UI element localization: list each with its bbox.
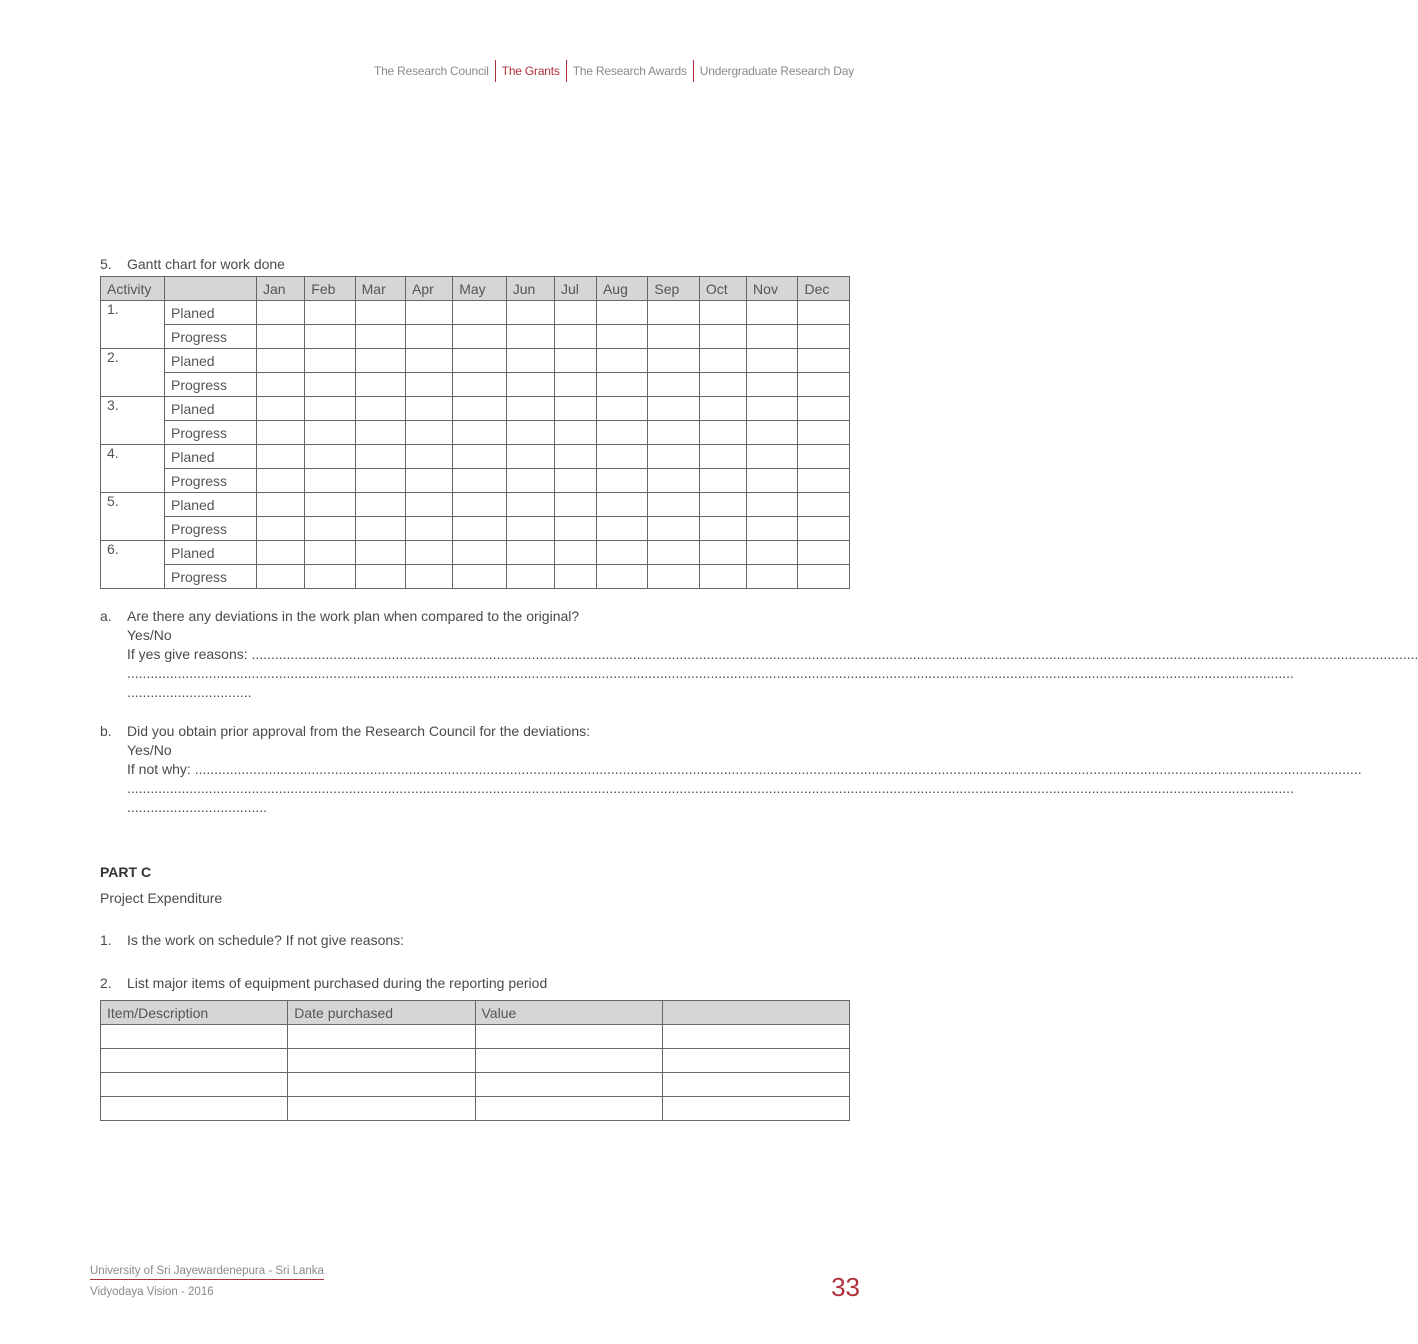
gantt-cell[interactable]	[406, 469, 453, 493]
gantt-cell[interactable]	[506, 565, 554, 589]
gantt-cell[interactable]	[555, 565, 597, 589]
gantt-cell[interactable]	[453, 397, 507, 421]
gantt-cell[interactable]	[305, 493, 355, 517]
gantt-header-row	[101, 277, 850, 301]
gantt-cell[interactable]	[555, 373, 597, 397]
equipment-col-header: Date purchased	[288, 1001, 475, 1025]
gantt-col-header: Sep	[648, 277, 699, 301]
gantt-cell[interactable]	[596, 493, 647, 517]
gantt-cell[interactable]	[406, 517, 453, 541]
gantt-cell[interactable]	[798, 469, 850, 493]
footer-publication: Vidyodaya Vision - 2016	[90, 1286, 214, 1298]
gantt-col-header: Feb	[305, 277, 355, 301]
gantt-cell[interactable]	[406, 373, 453, 397]
question-a-yes-no: Yes/No	[127, 627, 172, 643]
gantt-col-header: Aug	[596, 277, 647, 301]
gantt-cell[interactable]	[596, 517, 647, 541]
dot-leader: ............................................................................................................................................................................................................................................................................................................	[194, 761, 1362, 777]
nav-item-2[interactable]: The Research Awards	[572, 64, 687, 78]
gantt-cell[interactable]	[648, 541, 699, 565]
question-a-reason-line-2[interactable]	[100, 664, 1294, 683]
gantt-activity-number: 5.	[101, 493, 165, 541]
gantt-cell[interactable]	[453, 325, 507, 349]
gantt-cell[interactable]	[355, 349, 405, 373]
gantt-cell[interactable]	[453, 469, 507, 493]
equipment-cell[interactable]	[101, 1073, 288, 1097]
gantt-cell[interactable]	[305, 325, 355, 349]
gantt-cell[interactable]	[648, 565, 699, 589]
gantt-cell[interactable]	[305, 301, 355, 325]
gantt-cell[interactable]	[406, 301, 453, 325]
nav-item-0[interactable]: The Research Council	[373, 64, 489, 78]
part-c-q1-text: Is the work on schedule? If not give reasons:	[127, 932, 405, 948]
gantt-cell[interactable]	[406, 565, 453, 589]
gantt-cell[interactable]	[555, 469, 597, 493]
gantt-cell[interactable]	[406, 421, 453, 445]
question-a-text: Are there any deviations in the work plan when compared to the original?	[127, 608, 580, 624]
gantt-cell[interactable]	[699, 397, 746, 421]
gantt-cell[interactable]	[257, 541, 305, 565]
gantt-cell[interactable]	[699, 493, 746, 517]
gantt-cell[interactable]	[506, 397, 554, 421]
gantt-cell[interactable]	[355, 469, 405, 493]
gantt-cell[interactable]	[798, 421, 850, 445]
gantt-cell[interactable]	[747, 373, 798, 397]
gantt-cell[interactable]	[257, 349, 305, 373]
gantt-row-progress	[101, 469, 850, 493]
gantt-cell[interactable]	[747, 565, 798, 589]
equipment-cell[interactable]	[288, 1073, 475, 1097]
gantt-progress-label: Progress	[165, 325, 257, 349]
gantt-cell[interactable]	[555, 349, 597, 373]
gantt-cell[interactable]	[648, 349, 699, 373]
equipment-table	[100, 1000, 850, 1121]
gantt-cell[interactable]	[406, 445, 453, 469]
part-c-subtitle: Project Expenditure	[100, 890, 223, 906]
equipment-cell[interactable]	[101, 1097, 288, 1121]
gantt-row-planned	[101, 493, 850, 517]
question-a-letter: a.	[100, 608, 112, 624]
gantt-cell[interactable]	[305, 469, 355, 493]
gantt-row-progress	[101, 517, 850, 541]
dot-leader: ............................................................................................................................................................................................................................................................................................................	[127, 780, 1294, 796]
gantt-cell[interactable]	[555, 541, 597, 565]
gantt-cell[interactable]	[747, 541, 798, 565]
gantt-cell[interactable]	[305, 421, 355, 445]
gantt-row-planned	[101, 349, 850, 373]
gantt-cell[interactable]	[596, 325, 647, 349]
gantt-cell[interactable]	[747, 517, 798, 541]
gantt-cell[interactable]	[555, 325, 597, 349]
dot-leader: ............................................................................................................................................................................................................................................................................................................	[127, 665, 1294, 681]
gantt-cell[interactable]	[747, 493, 798, 517]
gantt-progress-label: Progress	[165, 565, 257, 589]
gantt-cell[interactable]	[506, 301, 554, 325]
gantt-cell[interactable]	[699, 469, 746, 493]
gantt-cell[interactable]	[506, 373, 554, 397]
gantt-cell[interactable]	[406, 397, 453, 421]
equipment-row	[101, 1097, 850, 1121]
gantt-cell[interactable]	[506, 469, 554, 493]
gantt-col-header: Dec	[798, 277, 850, 301]
part-c-question-1	[100, 932, 404, 948]
gantt-cell[interactable]	[747, 301, 798, 325]
gantt-cell[interactable]	[699, 349, 746, 373]
question-b-reason-line-2[interactable]	[100, 779, 1294, 798]
gantt-cell[interactable]	[406, 493, 453, 517]
equipment-cell[interactable]	[475, 1073, 662, 1097]
gantt-activity-number: 3.	[101, 397, 165, 445]
gantt-planned-label: Planed	[165, 493, 257, 517]
gantt-cell[interactable]	[798, 301, 850, 325]
gantt-cell[interactable]	[648, 373, 699, 397]
gantt-cell[interactable]	[648, 445, 699, 469]
question-a	[100, 607, 1418, 702]
gantt-cell[interactable]	[798, 349, 850, 373]
gantt-cell[interactable]	[355, 565, 405, 589]
part-c-title: PART C	[100, 864, 152, 880]
gantt-planned-label: Planed	[165, 397, 257, 421]
gantt-cell[interactable]	[506, 325, 554, 349]
gantt-cell[interactable]	[798, 493, 850, 517]
gantt-row-planned	[101, 301, 850, 325]
gantt-body	[101, 301, 850, 589]
gantt-cell[interactable]	[305, 565, 355, 589]
gantt-cell[interactable]	[648, 421, 699, 445]
gantt-cell[interactable]	[355, 421, 405, 445]
gantt-row-planned	[101, 397, 850, 421]
equipment-header-row	[101, 1001, 850, 1025]
question-b-reason-line[interactable]	[100, 760, 1362, 779]
gantt-cell[interactable]	[555, 397, 597, 421]
gantt-cell[interactable]	[257, 325, 305, 349]
gantt-cell[interactable]	[355, 541, 405, 565]
gantt-cell[interactable]	[257, 565, 305, 589]
gantt-cell[interactable]	[453, 301, 507, 325]
gantt-row-progress	[101, 421, 850, 445]
equipment-cell[interactable]	[288, 1049, 475, 1073]
gantt-cell[interactable]	[596, 541, 647, 565]
gantt-cell[interactable]	[453, 541, 507, 565]
gantt-cell[interactable]	[596, 349, 647, 373]
equipment-col-header	[662, 1001, 849, 1025]
equipment-cell[interactable]	[662, 1073, 849, 1097]
gantt-cell[interactable]	[747, 445, 798, 469]
gantt-cell[interactable]	[798, 541, 850, 565]
gantt-cell[interactable]	[406, 349, 453, 373]
gantt-cell[interactable]	[506, 493, 554, 517]
equipment-cell[interactable]	[662, 1097, 849, 1121]
gantt-progress-label: Progress	[165, 421, 257, 445]
gantt-col-header: Jun	[506, 277, 554, 301]
equipment-row	[101, 1049, 850, 1073]
gantt-cell[interactable]	[555, 421, 597, 445]
gantt-cell[interactable]	[257, 301, 305, 325]
gantt-row-progress	[101, 565, 850, 589]
gantt-cell[interactable]	[747, 349, 798, 373]
question-a-reason-line-3[interactable]: ................................	[127, 684, 252, 700]
gantt-cell[interactable]	[798, 517, 850, 541]
part-c-q1-number: 1.	[100, 932, 112, 948]
dot-leader: ............................................................................................................................................................................................................................................................................................................	[251, 646, 1418, 662]
equipment-cell[interactable]	[475, 1097, 662, 1121]
gantt-planned-label: Planed	[165, 301, 257, 325]
gantt-cell[interactable]	[453, 493, 507, 517]
gantt-col-header	[165, 277, 257, 301]
gantt-title-text: Gantt chart for work done	[127, 256, 285, 272]
equipment-cell[interactable]	[288, 1025, 475, 1049]
gantt-cell[interactable]	[747, 325, 798, 349]
gantt-cell[interactable]	[506, 541, 554, 565]
question-a-reason-line[interactable]	[100, 645, 1418, 664]
gantt-cell[interactable]	[648, 397, 699, 421]
gantt-cell[interactable]	[355, 325, 405, 349]
gantt-activity-number: 4.	[101, 445, 165, 493]
gantt-cell[interactable]	[257, 373, 305, 397]
gantt-col-header: Jul	[555, 277, 597, 301]
gantt-cell[interactable]	[596, 445, 647, 469]
gantt-cell[interactable]	[506, 445, 554, 469]
gantt-cell[interactable]	[305, 349, 355, 373]
nav-item-3[interactable]: Undergraduate Research Day	[699, 64, 854, 78]
gantt-cell[interactable]	[596, 469, 647, 493]
question-b-reason-label: If not why:	[127, 761, 191, 777]
gantt-cell[interactable]	[305, 541, 355, 565]
gantt-cell[interactable]	[798, 565, 850, 589]
part-c-q2-text: List major items of equipment purchased during the reporting period	[127, 975, 548, 991]
gantt-cell[interactable]	[596, 565, 647, 589]
equipment-cell[interactable]	[288, 1097, 475, 1121]
gantt-cell[interactable]	[305, 517, 355, 541]
gantt-cell[interactable]	[798, 325, 850, 349]
equipment-row	[101, 1025, 850, 1049]
gantt-activity-number: 1.	[101, 301, 165, 349]
gantt-cell[interactable]	[406, 325, 453, 349]
gantt-cell[interactable]	[355, 517, 405, 541]
gantt-cell[interactable]	[699, 421, 746, 445]
gantt-col-header: Nov	[747, 277, 798, 301]
gantt-cell[interactable]	[798, 373, 850, 397]
gantt-cell[interactable]	[453, 349, 507, 373]
gantt-cell[interactable]	[555, 301, 597, 325]
gantt-progress-label: Progress	[165, 469, 257, 493]
equipment-cell[interactable]	[101, 1025, 288, 1049]
gantt-row-planned	[101, 541, 850, 565]
gantt-cell[interactable]	[355, 373, 405, 397]
gantt-row-planned	[101, 445, 850, 469]
gantt-cell[interactable]	[699, 325, 746, 349]
part-c-question-2	[100, 975, 547, 991]
gantt-activity-number: 6.	[101, 541, 165, 589]
part-c-q2-number: 2.	[100, 975, 112, 991]
gantt-cell[interactable]	[453, 445, 507, 469]
gantt-cell[interactable]	[699, 373, 746, 397]
question-b-reason-line-3[interactable]: ....................................	[127, 799, 268, 815]
equipment-row	[101, 1073, 850, 1097]
gantt-cell[interactable]	[506, 517, 554, 541]
gantt-cell[interactable]	[747, 397, 798, 421]
gantt-table	[100, 276, 850, 589]
gantt-progress-label: Progress	[165, 517, 257, 541]
equipment-body	[101, 1025, 850, 1121]
gantt-cell[interactable]	[648, 301, 699, 325]
equipment-cell[interactable]	[101, 1049, 288, 1073]
gantt-cell[interactable]	[257, 469, 305, 493]
gantt-planned-label: Planed	[165, 541, 257, 565]
gantt-cell[interactable]	[257, 397, 305, 421]
gantt-cell[interactable]	[257, 421, 305, 445]
question-b-text: Did you obtain prior approval from the Research Council for the deviations:	[127, 723, 591, 739]
gantt-cell[interactable]	[257, 493, 305, 517]
gantt-cell[interactable]	[406, 541, 453, 565]
gantt-cell[interactable]	[596, 421, 647, 445]
gantt-cell[interactable]	[699, 541, 746, 565]
gantt-progress-label: Progress	[165, 373, 257, 397]
gantt-cell[interactable]	[257, 517, 305, 541]
header-nav	[368, 60, 860, 82]
gantt-row-progress	[101, 325, 850, 349]
gantt-cell[interactable]	[699, 517, 746, 541]
gantt-cell[interactable]	[355, 301, 405, 325]
gantt-cell[interactable]	[648, 469, 699, 493]
gantt-cell[interactable]	[453, 373, 507, 397]
gantt-cell[interactable]	[305, 445, 355, 469]
gantt-col-header: Activity	[101, 277, 165, 301]
gantt-cell[interactable]	[596, 301, 647, 325]
page-number: 33	[831, 1272, 860, 1302]
gantt-cell[interactable]	[648, 493, 699, 517]
gantt-cell[interactable]	[555, 493, 597, 517]
gantt-cell[interactable]	[453, 565, 507, 589]
gantt-cell[interactable]	[747, 421, 798, 445]
gantt-cell[interactable]	[355, 397, 405, 421]
equipment-col-header: Item/Description	[101, 1001, 288, 1025]
gantt-cell[interactable]	[555, 517, 597, 541]
nav-item-1[interactable]: The Grants	[501, 64, 560, 78]
gantt-cell[interactable]	[747, 469, 798, 493]
gantt-cell[interactable]	[305, 373, 355, 397]
gantt-cell[interactable]	[506, 421, 554, 445]
gantt-cell[interactable]	[555, 445, 597, 469]
gantt-cell[interactable]	[305, 397, 355, 421]
gantt-activity-number: 2.	[101, 349, 165, 397]
gantt-number: 5.	[100, 256, 112, 272]
gantt-cell[interactable]	[355, 493, 405, 517]
gantt-cell[interactable]	[453, 421, 507, 445]
equipment-col-header: Value	[475, 1001, 662, 1025]
gantt-title	[100, 256, 285, 272]
gantt-col-header: May	[453, 277, 507, 301]
question-b	[100, 722, 1362, 817]
gantt-cell[interactable]	[596, 373, 647, 397]
gantt-cell[interactable]	[453, 517, 507, 541]
gantt-planned-label: Planed	[165, 349, 257, 373]
equipment-cell[interactable]	[662, 1025, 849, 1049]
gantt-cell[interactable]	[257, 445, 305, 469]
gantt-col-header: Oct	[699, 277, 746, 301]
gantt-cell[interactable]	[699, 565, 746, 589]
gantt-cell[interactable]	[648, 325, 699, 349]
equipment-cell[interactable]	[475, 1049, 662, 1073]
gantt-cell[interactable]	[699, 445, 746, 469]
gantt-cell[interactable]	[596, 397, 647, 421]
equipment-cell[interactable]	[662, 1049, 849, 1073]
gantt-cell[interactable]	[648, 517, 699, 541]
question-b-letter: b.	[100, 723, 112, 739]
gantt-cell[interactable]	[798, 445, 850, 469]
gantt-cell[interactable]	[798, 397, 850, 421]
gantt-col-header: Apr	[406, 277, 453, 301]
question-a-reason-label: If yes give reasons:	[127, 646, 248, 662]
gantt-cell[interactable]	[699, 301, 746, 325]
gantt-cell[interactable]	[506, 349, 554, 373]
gantt-col-header: Jan	[257, 277, 305, 301]
gantt-col-header: Mar	[355, 277, 405, 301]
gantt-cell[interactable]	[355, 445, 405, 469]
footer-university: University of Sri Jayewardenepura - Sri Lanka	[90, 1265, 324, 1280]
gantt-planned-label: Planed	[165, 445, 257, 469]
gantt-row-progress	[101, 373, 850, 397]
equipment-cell[interactable]	[475, 1025, 662, 1049]
question-b-yes-no: Yes/No	[127, 742, 172, 758]
